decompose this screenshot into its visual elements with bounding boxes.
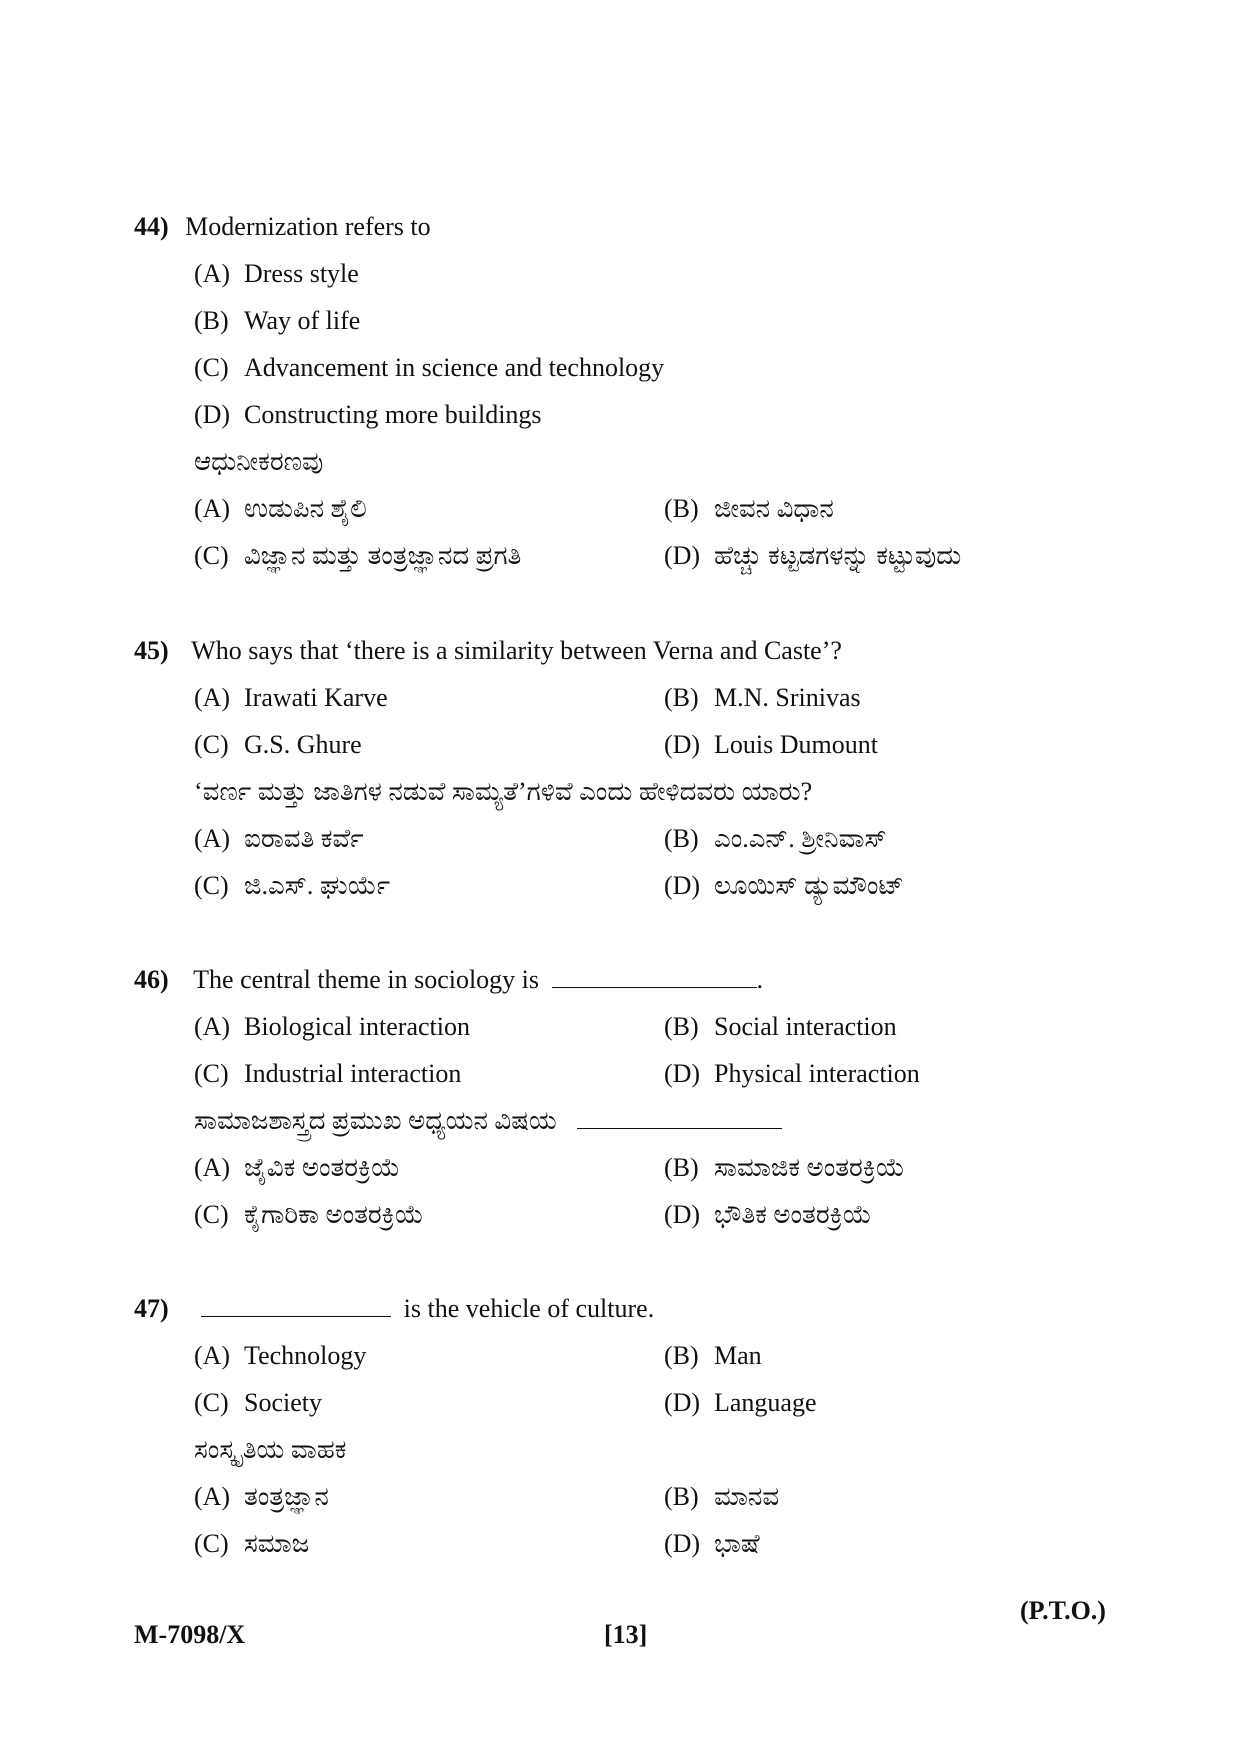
- stem-text: The central theme in sociology is: [193, 965, 540, 994]
- kannada-option-b: [664, 1153, 905, 1183]
- option-text: ಐರಾವತಿ ಕರ್ವೆ: [244, 824, 364, 853]
- option-letter: (C): [194, 1200, 229, 1229]
- kannada-option-a: [194, 1482, 329, 1512]
- option-text: Physical interaction: [714, 1059, 920, 1088]
- kannada-option-c: [194, 1529, 309, 1559]
- option-letter: (C): [194, 730, 229, 759]
- option-letter: (D): [664, 1059, 701, 1088]
- option-c: [194, 1059, 461, 1089]
- question-number: 44): [134, 212, 169, 241]
- option-letter: (B): [194, 306, 229, 335]
- option-text: ಭಾಷೆ: [714, 1529, 760, 1558]
- question-stem: [134, 1294, 654, 1324]
- option-letter: (B): [664, 1012, 699, 1041]
- question-stem: [134, 965, 763, 995]
- option-d: [664, 730, 878, 760]
- option-text: Constructing more buildings: [244, 400, 542, 429]
- option-text: Biological interaction: [244, 1012, 470, 1041]
- option-d: [664, 1059, 920, 1089]
- option-letter: (C): [194, 1388, 229, 1417]
- option-text: Social interaction: [714, 1012, 897, 1041]
- option-text: Society: [244, 1388, 322, 1417]
- option-text: ಸಾಮಾಜಿಕ ಅಂತರಕ್ರಿಯೆ: [714, 1153, 905, 1182]
- option-letter: (A): [194, 683, 231, 712]
- kannada-option-d: [664, 541, 961, 571]
- stem-end: .: [756, 965, 764, 994]
- option-text: ಉಡುಪಿನ ಶೈಲಿ: [244, 494, 367, 523]
- option-text: ಎಂ.ಎನ್. ಶ್ರೀನಿವಾಸ್: [714, 824, 887, 853]
- option-text: G.S. Ghure: [244, 730, 362, 759]
- option-letter: (D): [664, 1200, 701, 1229]
- option-text: M.N. Srinivas: [714, 683, 861, 712]
- option-a: [194, 1012, 470, 1042]
- option-letter: (A): [194, 259, 231, 288]
- option-text: Way of life: [244, 306, 361, 335]
- option-letter: (C): [194, 1059, 229, 1088]
- option-letter: (A): [194, 1012, 231, 1041]
- option-letter: (A): [194, 1482, 231, 1511]
- option-text: ಹೆಚ್ಚು ಕಟ್ಟಡಗಳನ್ನು ಕಟ್ಟುವುದು: [714, 541, 962, 570]
- kannada-option-c: [194, 871, 390, 901]
- option-text: Dress style: [244, 259, 359, 288]
- stem-text: is the vehicle of culture.: [403, 1294, 655, 1323]
- option-b: [194, 306, 360, 336]
- question-stem: [134, 636, 842, 666]
- option-text: ಮಾನವ: [714, 1482, 780, 1511]
- kannada-option-a: [194, 1153, 400, 1183]
- option-b: [664, 1341, 762, 1371]
- option-text: ತಂತ್ರಜ್ಞಾನ: [244, 1482, 329, 1511]
- option-b: [664, 683, 861, 713]
- option-a: [194, 1341, 366, 1371]
- stem-text: Modernization refers to: [185, 212, 431, 241]
- option-text: Industrial interaction: [244, 1059, 462, 1088]
- option-text: ಜಿ.ಎಸ್. ಘುರ್ಯೆ: [244, 871, 391, 900]
- option-text: ಭೌತಿಕ ಅಂತರಕ್ರಿಯೆ: [714, 1200, 872, 1229]
- kannada-stem: ಸಂಸ್ಕೃತಿಯ ವಾಹಕ: [194, 1435, 347, 1464]
- kannada-option-a: [194, 494, 367, 524]
- option-letter: (D): [194, 400, 231, 429]
- option-text: ಜೈವಿಕ ಅಂತರಕ್ರಿಯೆ: [244, 1153, 401, 1182]
- stem-text: ಸಾಮಾಜಶಾಸ್ತ್ರದ ಪ್ರಮುಖ ಅಧ್ಯಯನ ವಿಷಯ: [194, 1106, 557, 1135]
- option-text: Language: [714, 1388, 817, 1417]
- kannada-option-a: [194, 824, 364, 854]
- option-letter: (D): [664, 1388, 701, 1417]
- option-text: Man: [714, 1341, 762, 1370]
- option-letter: (B): [664, 1153, 699, 1182]
- option-c: [194, 353, 664, 383]
- kannada-option-d: [664, 1529, 760, 1559]
- option-letter: (D): [664, 730, 701, 759]
- option-letter: (D): [664, 1529, 701, 1558]
- option-letter: (A): [194, 494, 231, 523]
- pto-label: (P.T.O.): [1020, 1596, 1106, 1625]
- option-letter: (C): [194, 871, 229, 900]
- option-letter: (B): [664, 683, 699, 712]
- question-stem: [134, 212, 431, 242]
- option-letter: (A): [194, 1153, 231, 1182]
- option-a: [194, 259, 359, 289]
- option-letter: (A): [194, 824, 231, 853]
- option-c: [194, 1388, 322, 1418]
- option-letter: (D): [664, 871, 701, 900]
- kannada-stem: ಆಧುನೀಕರಣವು: [194, 447, 324, 476]
- option-text: Advancement in science and technology: [244, 353, 665, 382]
- answer-blank: [201, 1294, 391, 1317]
- option-d: [194, 400, 542, 430]
- option-b: [664, 1012, 897, 1042]
- option-letter: (B): [664, 494, 699, 523]
- kannada-option-c: [194, 1200, 424, 1230]
- kannada-option-c: [194, 541, 521, 571]
- option-letter: (C): [194, 1529, 229, 1558]
- option-d: [664, 1388, 817, 1418]
- option-letter: (C): [194, 353, 229, 382]
- kannada-option-b: [664, 494, 834, 524]
- question-number: 46): [134, 965, 169, 994]
- option-c: [194, 730, 362, 760]
- option-text: Irawati Karve: [244, 683, 388, 712]
- question-number: 47): [134, 1294, 169, 1323]
- page-number: [13]: [604, 1620, 648, 1649]
- kannada-option-d: [664, 871, 904, 901]
- option-a: [194, 683, 388, 713]
- option-letter: (A): [194, 1341, 231, 1370]
- option-letter: (D): [664, 541, 701, 570]
- option-text: ಲೂಯಿಸ್ ಡ್ಯುಮೌಂಟ್: [714, 871, 904, 900]
- kannada-option-d: [664, 1200, 872, 1230]
- paper-code: M-7098/X: [134, 1620, 246, 1649]
- option-text: ಕೈಗಾರಿಕಾ ಅಂತರಕ್ರಿಯೆ: [244, 1200, 424, 1229]
- option-text: Louis Dumount: [714, 730, 878, 759]
- option-text: ವಿಜ್ಞಾನ ಮತ್ತು ತಂತ್ರಜ್ಞಾನದ ಪ್ರಗತಿ: [244, 541, 522, 570]
- kannada-stem: [194, 1106, 782, 1136]
- option-text: Technology: [244, 1341, 367, 1370]
- stem-text: Who says that ‘there is a similarity between Verna and Caste’?: [191, 636, 842, 665]
- option-text: ಜೀವನ ವಿಧಾನ: [714, 494, 834, 523]
- question-number: 45): [134, 636, 169, 665]
- kannada-option-b: [664, 824, 887, 854]
- kannada-stem: ‘ವರ್ಣ ಮತ್ತು ಜಾತಿಗಳ ನಡುವೆ ಸಾಮ್ಯತೆ’ಗಳಿವೆ ಎಂದು ಹೇಳಿದವರು ಯಾರು?: [194, 777, 813, 806]
- answer-blank: [577, 1106, 782, 1129]
- option-letter: (B): [664, 1341, 699, 1370]
- option-letter: (C): [194, 541, 229, 570]
- option-letter: (B): [664, 1482, 699, 1511]
- option-text: ಸಮಾಜ: [244, 1529, 310, 1558]
- answer-blank: [552, 965, 757, 988]
- option-letter: (B): [664, 824, 699, 853]
- kannada-option-b: [664, 1482, 779, 1512]
